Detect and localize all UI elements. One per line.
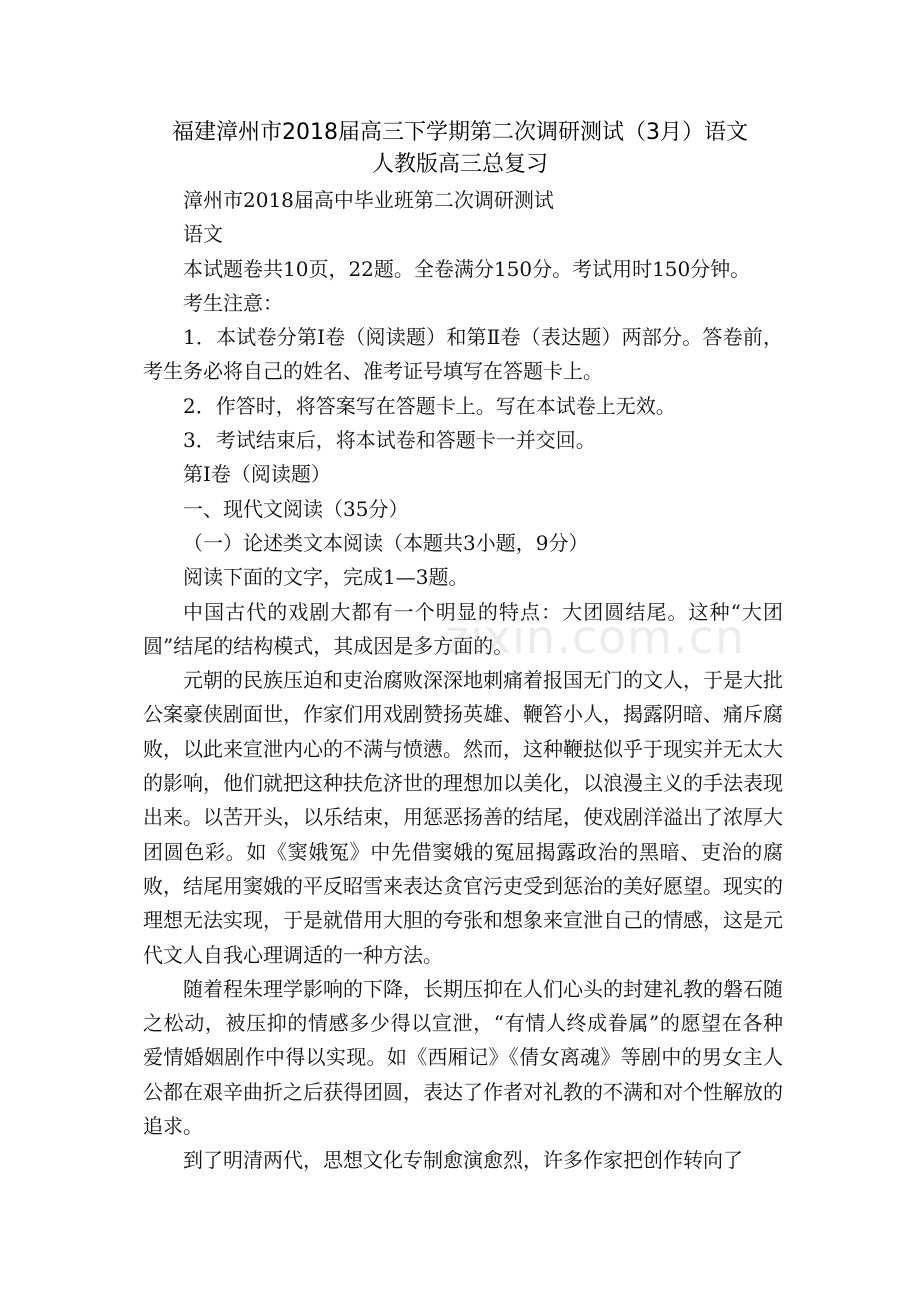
exam-info: 本试题卷共10页，22题。全卷满分150分。考试用时150分钟。 [183,256,751,281]
document-body [143,183,783,1178]
watermark: zixin.com.cn [445,610,746,664]
document-subtitle: 人教版高三总复习 [371,152,548,177]
exam-heading: 漳州市2018届高中毕业班第二次调研测试 [183,188,554,212]
notice-heading: 考生注意： [183,290,283,315]
part-heading: 一、现代文阅读（35分） [183,496,409,521]
document-title: 福建漳州市2018届高三下学期第二次调研测试（3月）语文 [172,120,748,145]
notice-item-1: 1．本试卷分第Ⅰ卷（阅读题）和第Ⅱ卷（表达题）两部分。答卷前，考生务必将自己的姓名、准考证号填写在答题卡上。 [143,325,783,384]
notice-item-2: 2．作答时，将答案写在答题卡上。写在本试卷上无效。 [183,393,676,418]
notice-item-3: 3．考试结束后，将本试卷和答题卡一并交回。 [183,428,596,453]
instruction: 阅读下面的文字，完成1—3题。 [183,565,469,590]
subpart-heading: （一）论述类文本阅读（本题共3小题，9分） [183,530,589,555]
passage-paragraph: 中国古代的戏剧大都有一个明显的特点：大团圆结尾。这种“大团圆”结尾的结构模式，其成因是多方面的。 [143,599,783,658]
passage-paragraph: 随着程朱理学影响的下降，长期压抑在人们心头的封建礼教的磐石随之松动，被压抑的情感多少得以宣泄，“有情人终成眷属”的愿望在各种爱情婚姻剧作中得以实现。如《西厢记》《倩女离魂》等剧中的男女主人公都在艰辛曲折之后获得团圆，表达了作者对礼教的不满和对个性解放的追求。 [143,976,783,1139]
section-heading: 第Ⅰ卷（阅读题） [183,462,331,487]
passage-paragraph: 元朝的民族压迫和吏治腐败深深地刺痛着报国无门的文人，于是大批公案豪侠剧面世，作家们用戏剧赞扬英雄、鞭笞小人，揭露阴暗、痛斥腐败，以此来宣泄内心的不满与愤懑。然而，这种鞭挞似乎于现实并无太大的影响，他们就把这种扶危济世的理想加以美化，以浪漫主义的手法表现出来。以苦开头，以乐结束，用惩恶扬善的结尾，使戏剧洋溢出了浓厚大团圆色彩。如《窦娥冤》中先借窦娥的冤屈揭露政治的黑暗、吏治的腐败，结尾用窦娥的平反昭雪来表达贪官污吏受到惩治的美好愿望。现实的理想无法实现，于是就借用大胆的夸张和想象来宣泄自己的情感，这是元代文人自我心理调适的一种方法。 [143,668,783,967]
passage-paragraph: 到了明清两代，思想文化专制愈演愈烈，许多作家把创作转向了 [183,1148,743,1173]
subject-label: 语文 [183,222,223,247]
